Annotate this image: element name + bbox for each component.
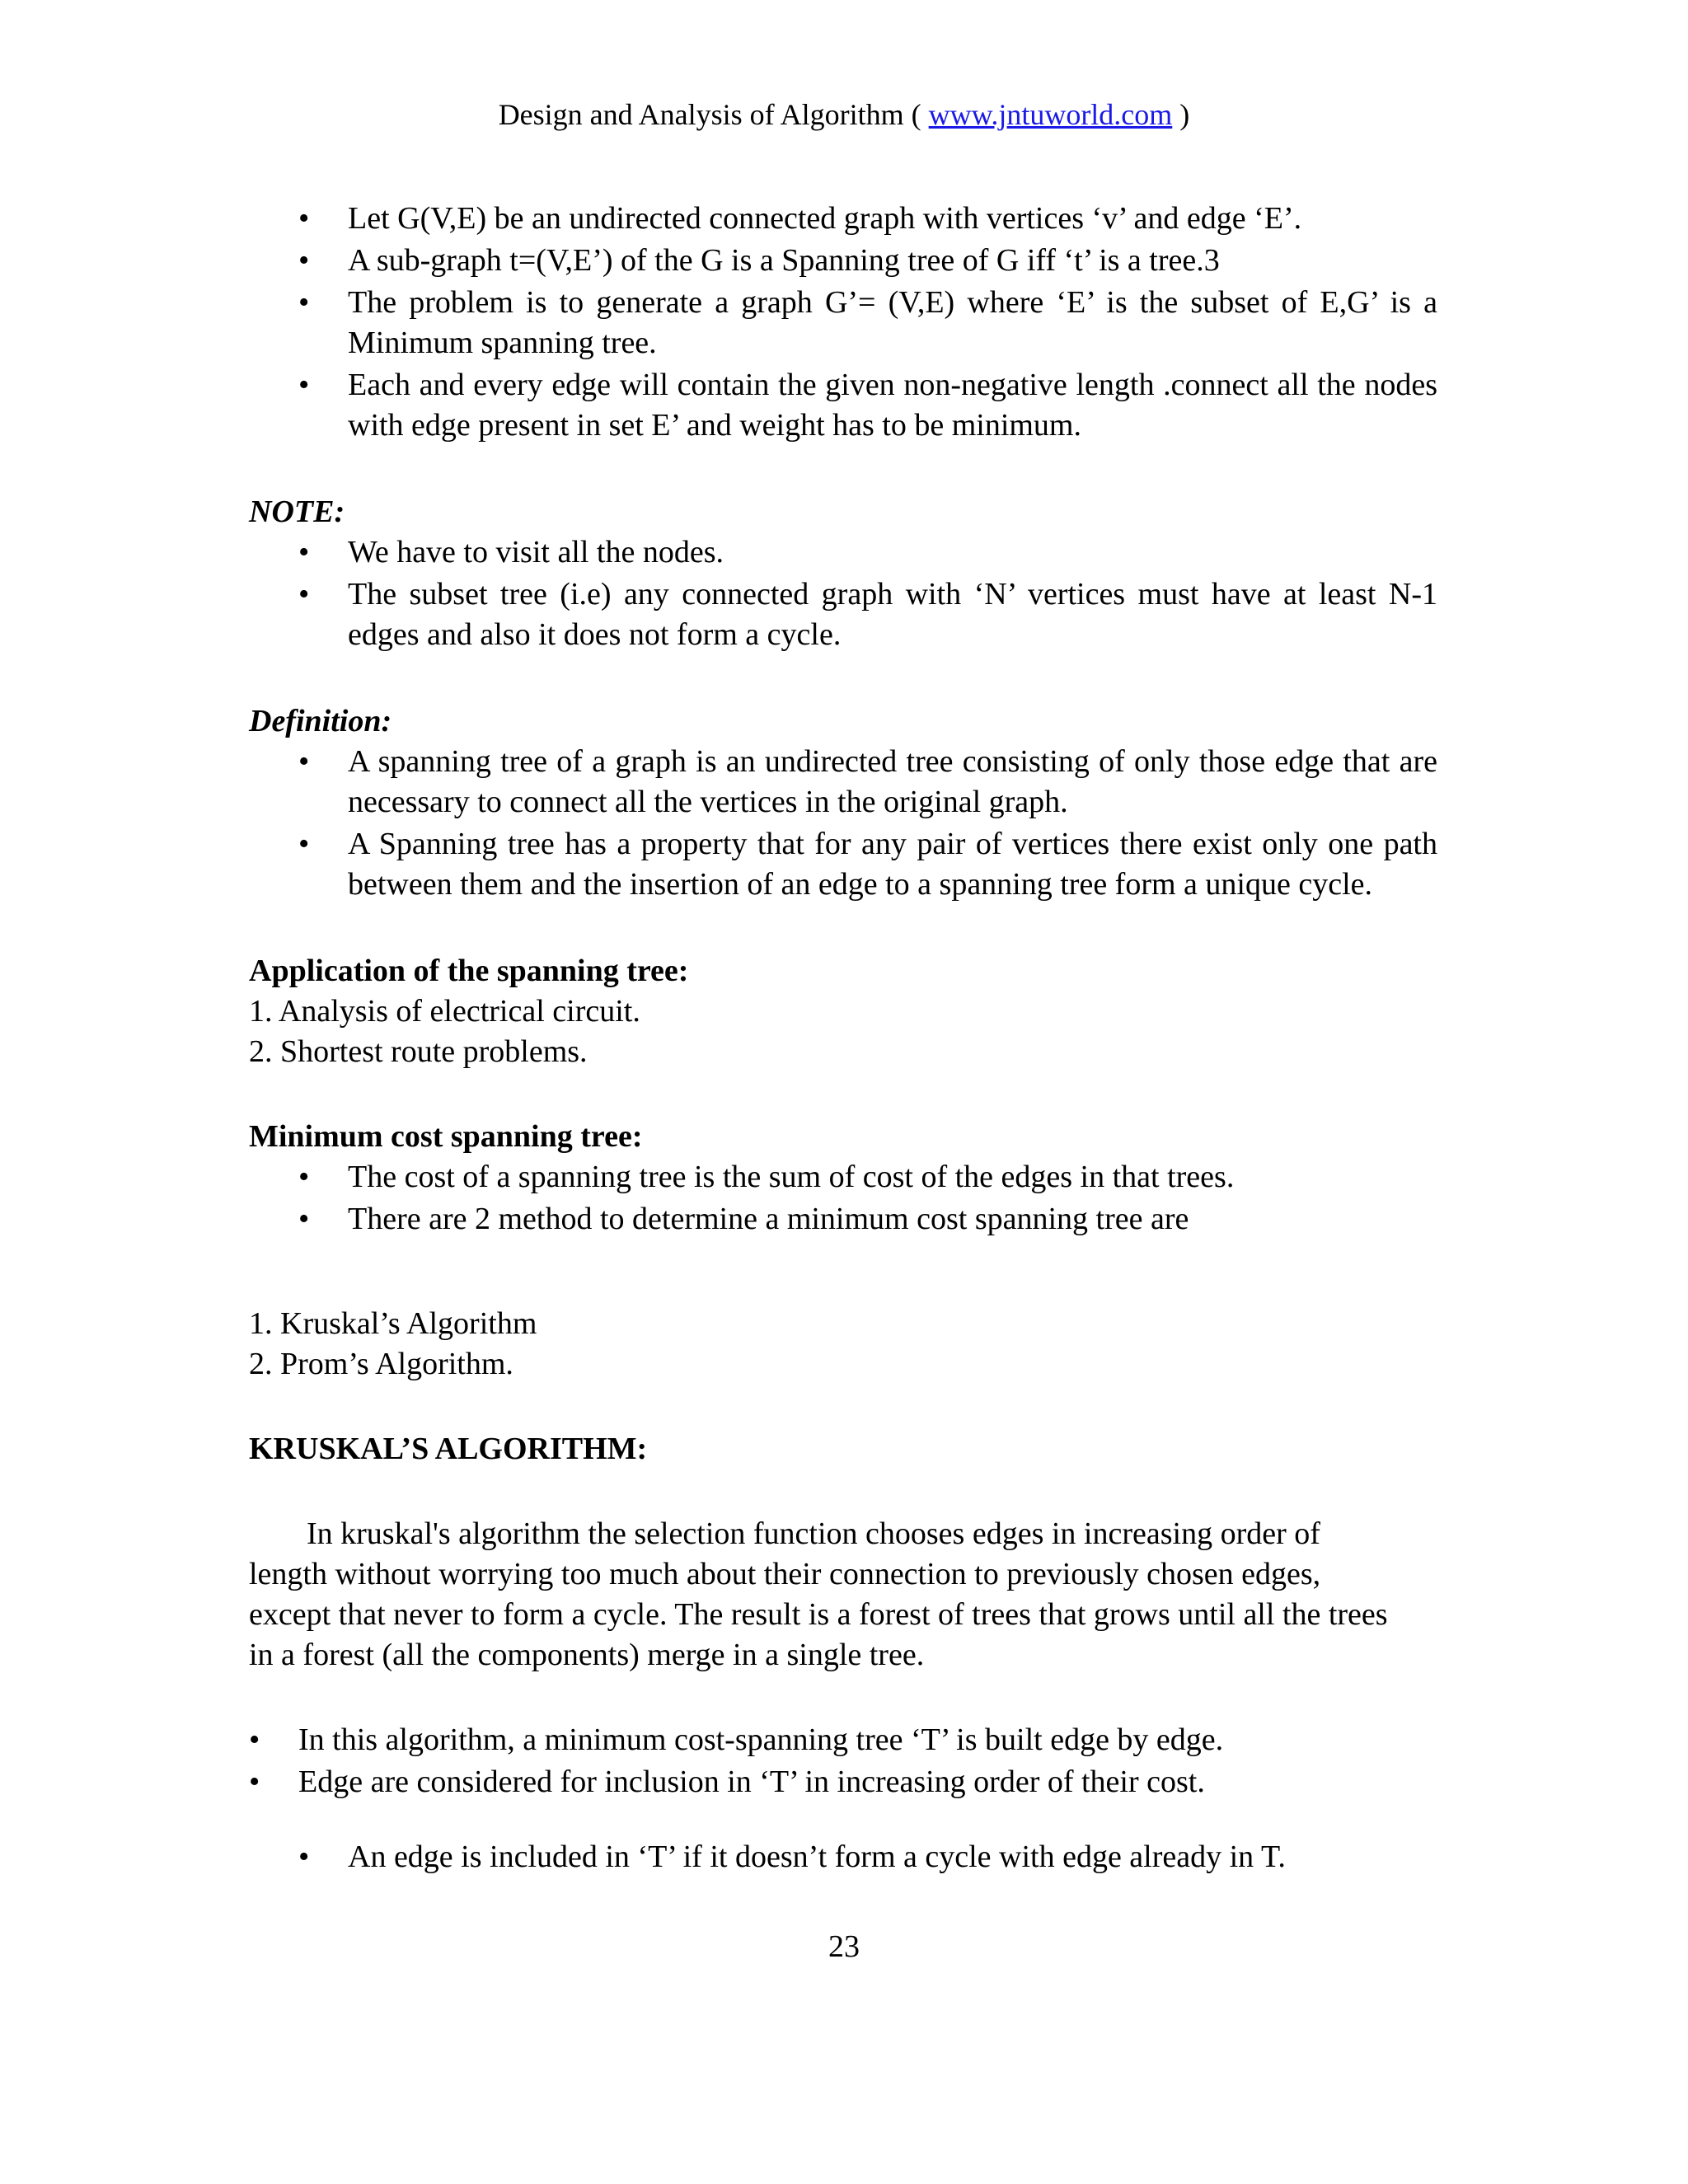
min-cost-heading: Minimum cost spanning tree: — [249, 1119, 643, 1154]
list-item: • A spanning tree of a graph is an undirected tree consisting of only those edge that are necessary to connect all the vertices in the original graph. — [249, 742, 1437, 823]
list-item: • The problem is to generate a graph G’= (V,E) where ‘E’ is the subset of E,G’ is a Minimum spanning tree. — [249, 283, 1437, 363]
list-item: • The cost of a spanning tree is the sum of cost of the edges in that trees. — [249, 1157, 1437, 1197]
list-item: 1. Analysis of electrical circuit. — [249, 994, 640, 1029]
list-item: • Edge are considered for inclusion in ‘T’ in increasing order of their cost. — [249, 1762, 1437, 1802]
kruskal-paragraph: In kruskal's algorithm the selection function chooses edges in increasing order of length without worrying too much about their connection to previously chosen edges, except that never to form a cycle. The result is a forest of trees that grows until all the trees in a forest (all the components) merge in a single tree. — [249, 1516, 1388, 1672]
list-item: • A sub-graph t=(V,E’) of the G is a Spanning tree of G iff ‘t’ is a tree.3 — [249, 241, 1437, 281]
definition-label: Definition: — [249, 704, 392, 738]
list-item: • An edge is included in ‘T’ if it doesn’t form a cycle with edge already in T. — [249, 1837, 1437, 1877]
header-suffix: ) — [1179, 98, 1190, 131]
list-item: 2. Prom’s Algorithm. — [249, 1347, 513, 1381]
list-item: • The subset tree (i.e) any connected graph with ‘N’ vertices must have at least N-1 edges and also it does not form a cycle. — [249, 574, 1437, 655]
header-link[interactable]: www.jntuworld.com — [928, 98, 1173, 131]
definition-bullet-list — [249, 742, 1437, 905]
page-content — [249, 199, 1437, 1879]
header-title: Design and Analysis of Algorithm ( — [498, 98, 921, 131]
min-cost-bullet-list — [249, 1157, 1437, 1240]
note-label: NOTE: — [249, 494, 345, 529]
list-item: • In this algorithm, a minimum cost-spanning tree ‘T’ is built edge by edge. — [249, 1720, 1437, 1760]
list-item: • There are 2 method to determine a minimum cost spanning tree are — [249, 1199, 1437, 1240]
kruskal-inner-bullet-list — [249, 1837, 1437, 1877]
list-item: • Let G(V,E) be an undirected connected graph with vertices ‘v’ and edge ‘E’. — [249, 199, 1437, 239]
intro-bullet-list — [249, 199, 1437, 446]
application-heading: Application of the spanning tree: — [249, 954, 689, 988]
kruskal-bullet-list — [249, 1720, 1437, 1802]
note-bullet-list — [249, 532, 1437, 655]
page-header — [0, 97, 1688, 132]
list-item: 2. Shortest route problems. — [249, 1034, 588, 1069]
page-number: 23 — [828, 1929, 860, 1964]
list-item: • Each and every edge will contain the given non-negative length .connect all the nodes with edge present in set E’ and weight has to be minimum. — [249, 365, 1437, 446]
list-item: 1. Kruskal’s Algorithm — [249, 1306, 537, 1341]
kruskal-heading: KRUSKAL’S ALGORITHM: — [249, 1432, 648, 1466]
list-item: • A Spanning tree has a property that for any pair of vertices there exist only one path between them and the insertion of an edge to a spanning tree form a unique cycle. — [249, 824, 1437, 905]
list-item: • We have to visit all the nodes. — [249, 532, 1437, 573]
